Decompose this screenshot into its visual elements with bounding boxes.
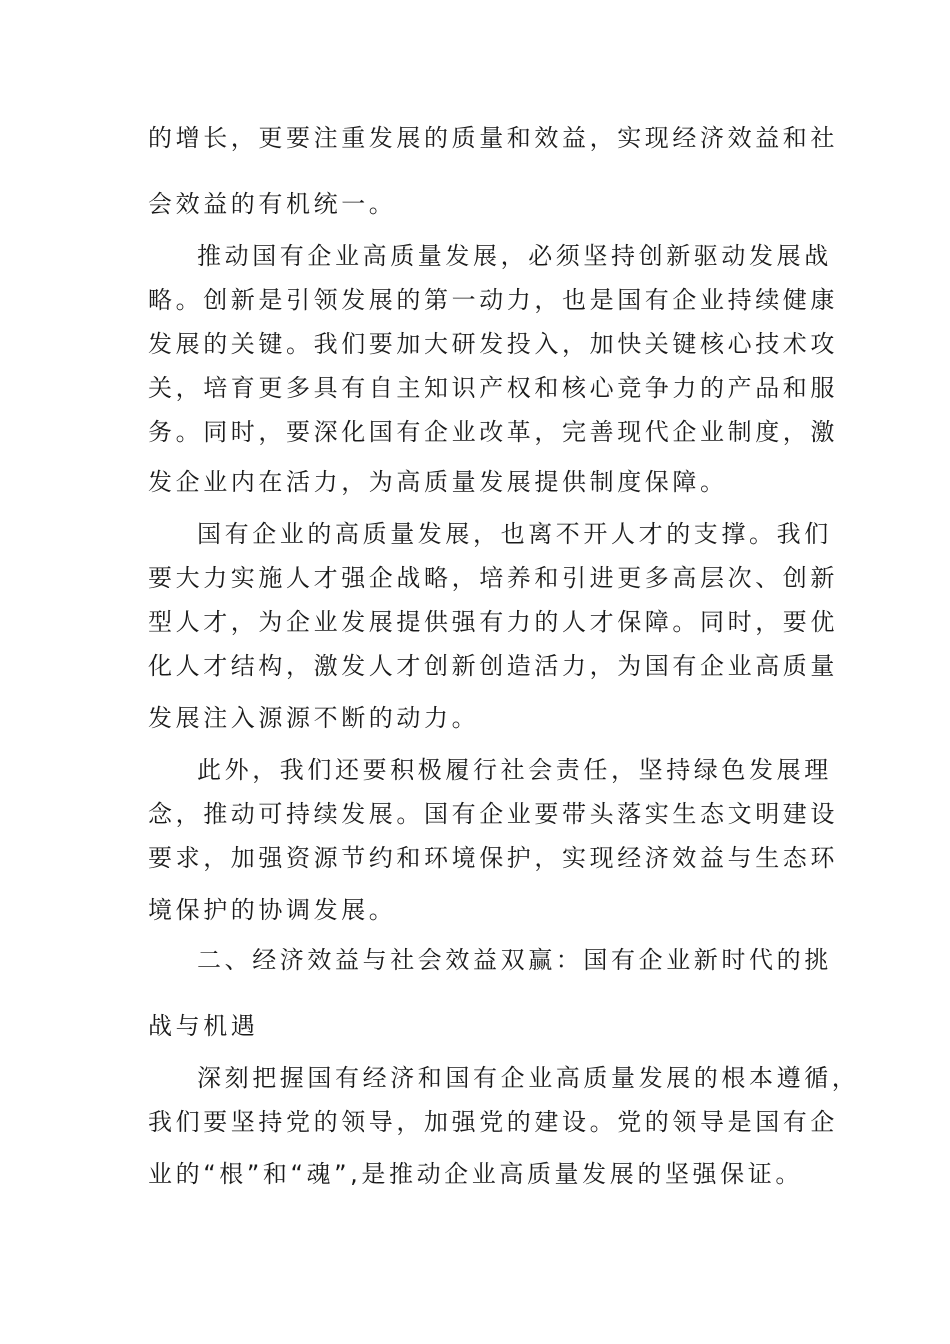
text-line: 发展注入源源不断的动力。 — [148, 704, 480, 732]
paragraph-first-line: 推动国有企业高质量发展，必须坚持创新驱动发展战 — [197, 242, 832, 270]
text-line: 发展的关键。我们要加大研发投入，加快关键核心技术攻 — [148, 330, 838, 358]
text-line: 业的“根”和“魂”,是推动企业高质量发展的坚强保证。 — [148, 1160, 803, 1188]
text-line: 型人才，为企业发展提供强有力的人才保障。同时，要优 — [148, 608, 838, 636]
text-line: 略。创新是引领发展的第一动力，也是国有企业持续健康 — [148, 286, 838, 314]
paragraph-first-line: 国有企业的高质量发展，也离不开人才的支撑。我们 — [197, 520, 832, 548]
text-line: 境保护的协调发展。 — [148, 896, 397, 924]
text-line: 的增长，更要注重发展的质量和效益，实现经济效益和社 — [148, 124, 838, 152]
text-line: 化人才结构，激发人才创新创造活力，为国有企业高质量 — [148, 652, 838, 680]
section-heading-continued: 战与机遇 — [148, 1012, 259, 1040]
text-line: 要大力实施人才强企战略，培养和引进更多高层次、创新 — [148, 564, 838, 592]
text-line: 念，推动可持续发展。国有企业要带头落实生态文明建设 — [148, 800, 838, 828]
paragraph-first-line: 深刻把握国有经济和国有企业高质量发展的根本遵循， — [197, 1064, 860, 1092]
text-line: 关，培育更多具有自主知识产权和核心竞争力的产品和服 — [148, 374, 838, 402]
text-line: 要求，加强资源节约和环境保护，实现经济效益与生态环 — [148, 844, 838, 872]
text-line: 务。同时，要深化国有企业改革，完善现代企业制度，激 — [148, 418, 838, 446]
text-line: 会效益的有机统一。 — [148, 190, 397, 218]
text-line: 发企业内在活力，为高质量发展提供制度保障。 — [148, 468, 728, 496]
section-heading: 二、经济效益与社会效益双赢：国有企业新时代的挑 — [197, 946, 832, 974]
paragraph-first-line: 此外，我们还要积极履行社会责任，坚持绿色发展理 — [197, 756, 832, 784]
text-line: 我们要坚持党的领导，加强党的建设。党的领导是国有企 — [148, 1108, 838, 1136]
